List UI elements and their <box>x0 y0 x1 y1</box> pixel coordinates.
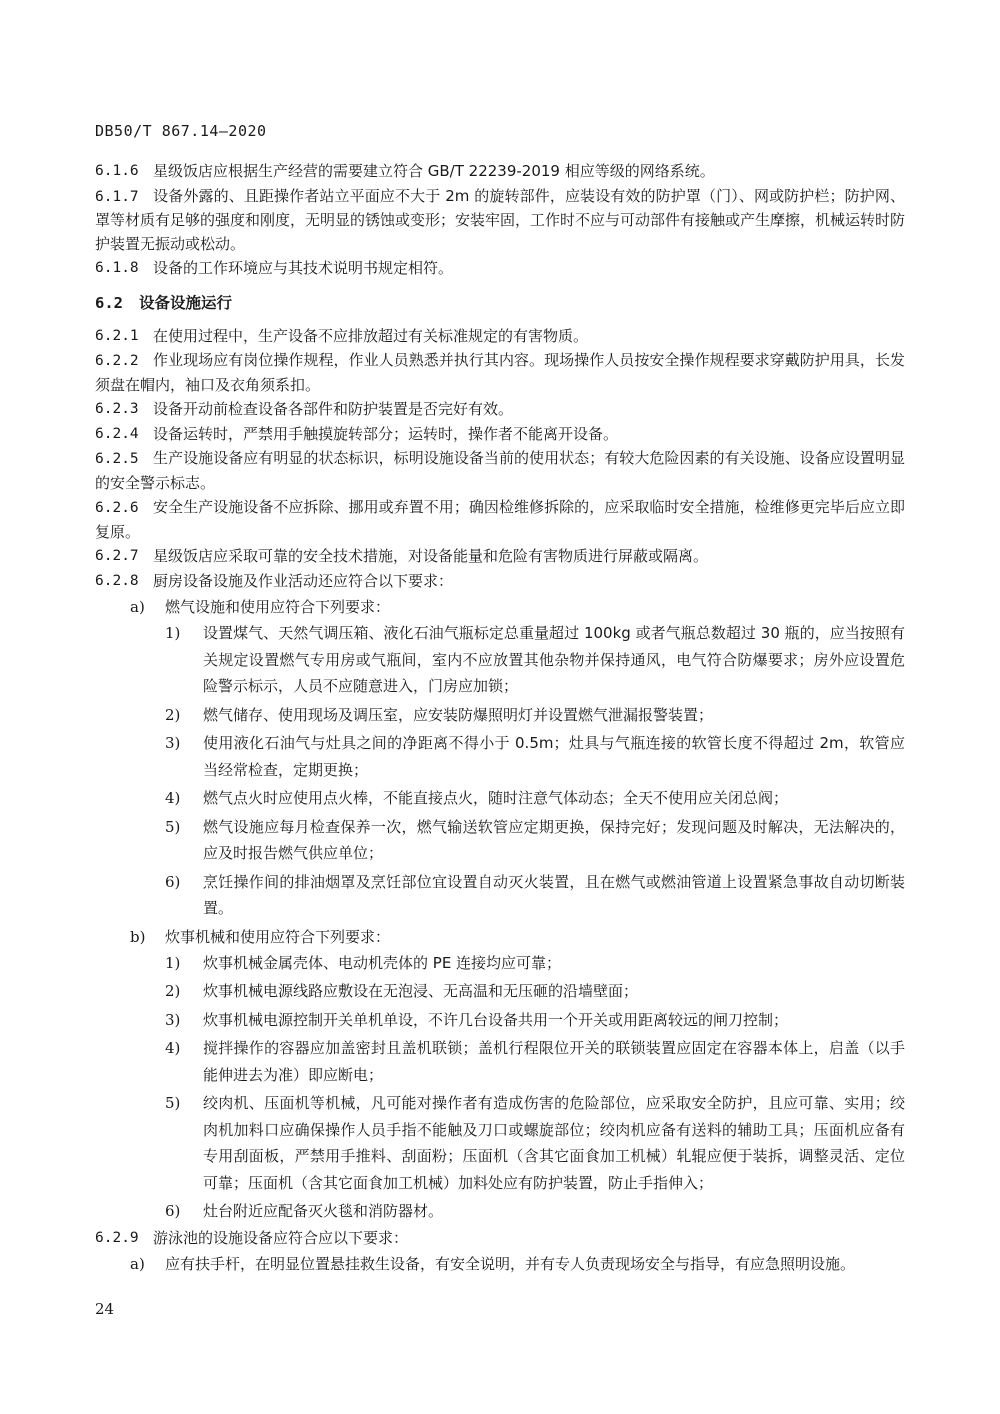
clause-text: 生产设施设备应有明显的状态标识，标明设施设备当前的使用状态；有较大危险因素的有关设施、设备应设置明显的安全警示标志。 <box>95 449 905 492</box>
item-label: 2) <box>165 705 181 724</box>
clause-6-2-5 <box>95 447 905 495</box>
clause-text: 星级饭店应采取可靠的安全技术措施，对设备能量和危险有害物质进行屏蔽或隔离。 <box>153 547 709 565</box>
list-item-b-machinery <box>130 924 905 950</box>
section-number: 6.2 <box>95 293 123 312</box>
clause-6-1-8 <box>95 257 905 281</box>
item-text: 灶台附近应配备灭火毯和消防器材。 <box>203 1202 444 1220</box>
clause-number: 6.1.8 <box>95 260 139 276</box>
item-text: 烹饪操作间的排油烟罩及烹饪部位宜设置自动灭火装置，且在燃气或燃油管道上设置紧急事故自动切断装置。 <box>203 872 905 917</box>
item-text: 搅拌操作的容器应加盖密封且盖机联锁；盖机行程限位开关的联锁装置应固定在容器本体上，启盖（以手能伸进去为准）即应断电； <box>203 1039 905 1084</box>
list-item <box>165 702 905 729</box>
clause-number: 6.2.3 <box>95 401 139 417</box>
item-label: 4) <box>165 1039 181 1057</box>
clause-text: 设备外露的、且距操作者站立平面应不大于 2m 的旋转部件，应装设有效的防护罩（门）、网或防护栏；防护网、罩等材质有足够的强度和刚度，无明显的锈蚀或变形；安装牢固，工作时不应与可动部件有接触或产生摩擦，机械运转时防护装置无振动或松动。 <box>95 186 906 253</box>
clause-text: 设备开动前检查设备各部件和防护装置是否完好有效。 <box>153 400 514 418</box>
clause-number: 6.2.5 <box>95 451 139 467</box>
item-label: 4) <box>165 789 181 807</box>
clause-text: 作业现场应有岗位操作规程，作业人员熟悉并执行其内容。现场操作人员按安全操作规程要求穿戴防护用具，长发须盘在帽内，袖口及衣角须系扣。 <box>95 351 905 394</box>
item-text: 燃气点火时应使用点火棒，不能直接点火，随时注意气体动态；全天不使用应关闭总阀； <box>203 789 789 807</box>
clause-6-2-9 <box>95 1227 905 1251</box>
clause-number: 6.2.6 <box>95 500 139 516</box>
list-item-a-gas <box>130 594 905 620</box>
item-text: 使用液化石油气与灶具之间的净距离不得小于 0.5m；灶具与气瓶连接的软管长度不得超过 2m，软管应当经常检查，定期更换； <box>203 734 905 779</box>
section-title: 设备设施运行 <box>139 293 233 312</box>
list-item <box>165 1198 905 1225</box>
list-item <box>165 620 905 700</box>
list-item <box>165 1035 905 1088</box>
list-item <box>165 1007 905 1034</box>
clause-number: 6.2.4 <box>95 425 139 442</box>
item-label: 6) <box>165 1202 181 1220</box>
item-label: 5) <box>165 817 181 836</box>
clause-number: 6.1.6 <box>95 163 139 179</box>
item-label: 1) <box>165 624 181 642</box>
clause-number: 6.2.7 <box>95 548 139 564</box>
document-code: DB50/T 867.14—2020 <box>95 122 267 140</box>
item-text: 炊事机械电源线路应敷设在无泡浸、无高温和无压砸的沿墙壁面； <box>203 982 639 1000</box>
clause-text: 安全生产设施设备不应拆除、挪用或弃置不用；确因检维修拆除的，应采取临时安全措施，检维修更完毕后应立即复原。 <box>95 498 905 541</box>
list-item-a-pool <box>130 1251 905 1277</box>
item-label: 2) <box>165 982 181 1000</box>
page-number: 24 <box>95 1300 115 1318</box>
document-body <box>95 160 905 1277</box>
item-text: 燃气储存、使用现场及调压室，应安装防爆照明灯并设置燃气泄漏报警装置； <box>203 705 714 724</box>
clause-6-2-2 <box>95 349 905 397</box>
list-item <box>165 978 905 1005</box>
item-label: a) <box>130 598 145 616</box>
item-text: 炊事机械金属壳体、电动机壳体的 PE 连接均应可靠； <box>203 953 562 972</box>
clause-6-2-3 <box>95 398 905 422</box>
item-text: 应有扶手杆，在明显位置悬挂救生设备，有安全说明，并有专人负责现场安全与指导，有应急照明设施。 <box>165 1255 856 1273</box>
list-item <box>165 730 905 783</box>
clause-text: 厨房设备设施及作业活动还应符合以下要求： <box>153 571 454 590</box>
item-text: 燃气设施和使用应符合下列要求： <box>165 598 391 616</box>
clause-number: 6.2.2 <box>95 353 139 369</box>
clause-text: 设备的工作环境应与其技术说明书规定相符。 <box>153 259 454 277</box>
clause-number: 6.2.8 <box>95 572 139 589</box>
clause-number: 6.1.7 <box>95 188 139 205</box>
clause-6-2-1 <box>95 325 905 349</box>
item-text: 炊事机械和使用应符合下列要求： <box>165 927 391 946</box>
item-label: 6) <box>165 872 181 891</box>
clause-text: 星级饭店应根据生产经营的需要建立符合 GB/T 22239-2019 相应等级的网络系统。 <box>153 162 715 180</box>
clause-6-2-8 <box>95 570 905 594</box>
item-text: 燃气设施应每月检查保养一次，燃气输送软管应定期更换，保持完好；发现问题及时解决，无法解决的，应及时报告燃气供应单位； <box>203 817 905 862</box>
clause-6-2-6 <box>95 496 905 544</box>
list-item <box>165 950 905 977</box>
item-label: 1) <box>165 953 181 972</box>
item-text: 炊事机械电源控制开关单机单设，不许几台设备共用一个开关或用距离较远的闸刀控制； <box>203 1010 789 1029</box>
clause-text: 在使用过程中，生产设备不应排放超过有关标准规定的有害物质。 <box>153 326 589 345</box>
list-item <box>165 785 905 812</box>
item-label: 5) <box>165 1094 181 1112</box>
clause-6-1-6 <box>95 160 905 184</box>
clause-6-2-7 <box>95 545 905 569</box>
clause-number: 6.2.9 <box>95 1229 139 1246</box>
list-item <box>165 1090 905 1196</box>
item-label: b) <box>130 927 146 946</box>
clause-text: 设备运转时，严禁用手触摸旋转部分；运转时，操作者不能离开设备。 <box>153 424 619 443</box>
clause-number: 6.2.1 <box>95 327 139 344</box>
item-label: a) <box>130 1255 145 1273</box>
clause-6-1-7 <box>95 185 905 257</box>
item-label: 3) <box>165 734 181 752</box>
list-item <box>165 869 905 922</box>
clause-6-2-4 <box>95 423 905 447</box>
item-label: 3) <box>165 1010 181 1029</box>
section-heading-6-2 <box>95 291 905 315</box>
item-text: 绞肉机、压面机等机械，凡可能对操作者有造成伤害的危险部位，应采取安全防护，且应可靠、实用；绞肉机加料口应确保操作人员手指不能触及刀口或螺旋部位；绞肉机应备有送料的辅助工具；压面机应备有专用刮面板，严禁用手推料、刮面粉；压面机（含其它面食加工机械）轧辊应便于装拆，调整灵活、定位可靠；压面机（含其它面食加工机械）加料处应有防护装置，防止手指伸入； <box>203 1094 905 1192</box>
clause-text: 游泳池的设施设备应符合应以下要求： <box>153 1228 409 1247</box>
list-item <box>165 814 905 867</box>
item-text: 设置煤气、天然气调压箱、液化石油气瓶标定总重量超过 100kg 或者气瓶总数超过 30 瓶的，应当按照有关规定设置燃气专用房或气瓶间，室内不应放置其他杂物并保持通风，电气符合防爆要求；房外应设置危险警示标示，人员不应随意进入，门房应加锁； <box>203 624 905 695</box>
